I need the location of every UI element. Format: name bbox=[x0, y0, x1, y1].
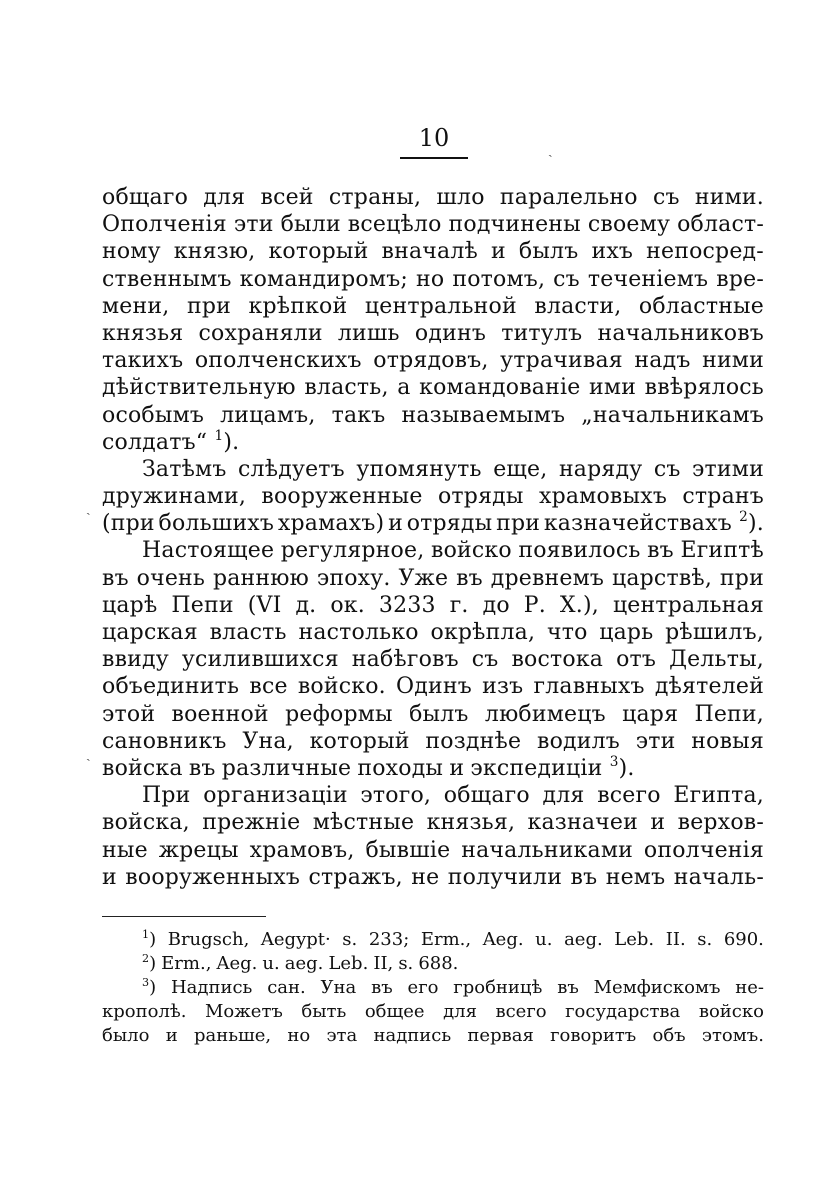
word: власти, bbox=[534, 293, 622, 319]
footnote-line bbox=[102, 976, 764, 1000]
word: царь bbox=[599, 620, 654, 645]
word: „начальникамъ bbox=[581, 402, 764, 428]
word: военной bbox=[171, 701, 269, 727]
word: востока bbox=[511, 647, 604, 673]
word: въ bbox=[557, 977, 579, 998]
text-line bbox=[102, 701, 764, 728]
word: всей bbox=[260, 185, 314, 210]
word: князья, bbox=[426, 810, 516, 836]
word: раннюю bbox=[212, 565, 309, 591]
text-line bbox=[102, 592, 764, 619]
word: прежніе bbox=[202, 810, 301, 836]
word: Leb. bbox=[328, 953, 369, 974]
word: экспедиціи $^3$). bbox=[470, 754, 635, 781]
word: ними. bbox=[694, 185, 764, 210]
word: набѣговъ bbox=[351, 647, 459, 673]
word: настолько bbox=[298, 620, 419, 645]
footnote-marker: $^3$) bbox=[142, 975, 157, 998]
text-line bbox=[102, 374, 764, 401]
footnote-ref: 3 bbox=[609, 754, 619, 771]
word: утрачивая bbox=[500, 348, 623, 374]
word: aeg. bbox=[284, 953, 324, 974]
word: были bbox=[280, 212, 341, 238]
word: эта bbox=[326, 1025, 358, 1046]
word: храмахъ) bbox=[277, 511, 385, 537]
word: войска, bbox=[102, 810, 190, 836]
word: казначействахъ $^2$). bbox=[543, 509, 764, 537]
word: слѣдуетъ bbox=[238, 456, 345, 482]
text-line bbox=[102, 565, 764, 592]
word: упомянуть bbox=[356, 456, 482, 482]
word: ок. bbox=[330, 592, 365, 618]
text-line bbox=[102, 728, 764, 755]
word: эпоху. bbox=[316, 565, 391, 591]
text-line bbox=[102, 510, 764, 537]
word: паралельно bbox=[499, 185, 638, 210]
word: князю, bbox=[173, 239, 256, 265]
word: реформы bbox=[285, 701, 393, 727]
word: гробницѣ bbox=[453, 977, 543, 998]
word: сановникъ bbox=[102, 728, 227, 754]
word: вре- bbox=[716, 266, 764, 292]
word: ному bbox=[102, 239, 161, 265]
word: походы bbox=[357, 755, 444, 781]
word: дѣятелей bbox=[654, 674, 764, 700]
word: Leb. bbox=[614, 929, 655, 950]
word: Надпись bbox=[170, 977, 253, 998]
footnote-separator bbox=[102, 916, 266, 917]
word: надпись bbox=[373, 1025, 452, 1046]
word: въ bbox=[647, 538, 674, 564]
word: 3233 bbox=[378, 592, 436, 618]
word: быть bbox=[301, 1001, 347, 1022]
text-line bbox=[102, 211, 764, 238]
word: ввѣрялось bbox=[644, 375, 764, 401]
word: съ bbox=[553, 266, 580, 292]
text-line bbox=[102, 673, 764, 700]
text-line bbox=[102, 347, 764, 374]
word: Ополченія bbox=[102, 212, 227, 238]
text-line bbox=[102, 837, 764, 864]
word: но bbox=[416, 266, 445, 292]
word: u. bbox=[535, 929, 553, 950]
text-line bbox=[102, 293, 764, 320]
word: вначалѣ bbox=[381, 239, 478, 265]
word: отряды bbox=[406, 511, 493, 537]
word: и bbox=[102, 864, 117, 890]
word: центральная bbox=[612, 592, 764, 618]
word: мени, bbox=[102, 293, 170, 319]
word: страны, bbox=[328, 185, 422, 210]
word: своему bbox=[587, 212, 671, 238]
word: лишь bbox=[337, 320, 400, 346]
word: Можетъ bbox=[204, 1001, 283, 1022]
footnote-marker: $^2$) bbox=[142, 951, 157, 974]
word: ними bbox=[702, 348, 764, 374]
word: Х.), bbox=[559, 592, 599, 618]
text-line bbox=[102, 238, 764, 265]
word: всего bbox=[495, 1001, 547, 1022]
word: объ bbox=[652, 1025, 686, 1046]
word: Египтѣ bbox=[680, 538, 764, 564]
text-line bbox=[102, 320, 764, 347]
word: этого, bbox=[360, 783, 432, 809]
footnote-ref: 1 bbox=[214, 427, 224, 444]
word: храмовыхъ bbox=[538, 484, 668, 510]
word: такихъ bbox=[102, 348, 184, 374]
word: дружинами, bbox=[102, 484, 247, 510]
word: власть, bbox=[304, 375, 389, 401]
word: ополченія bbox=[643, 837, 764, 863]
word: командиромъ; bbox=[239, 266, 409, 292]
word: начальниками bbox=[461, 837, 633, 863]
word: област- bbox=[677, 212, 764, 238]
word: при bbox=[496, 511, 541, 537]
word: подчинены bbox=[448, 212, 581, 238]
text-line bbox=[102, 429, 764, 456]
word: водилъ bbox=[536, 728, 620, 754]
word: Уже bbox=[398, 565, 449, 591]
word: получили bbox=[447, 864, 563, 890]
word: и bbox=[449, 755, 465, 781]
word: усилившихся bbox=[181, 647, 339, 673]
word: ные bbox=[102, 837, 148, 863]
word: ими bbox=[589, 375, 637, 401]
word: крѣпкой bbox=[248, 293, 348, 319]
text-line bbox=[102, 483, 764, 510]
text-line bbox=[102, 402, 764, 429]
word: сохраняли bbox=[198, 320, 323, 346]
word: д. bbox=[295, 592, 317, 618]
text-line bbox=[102, 646, 764, 673]
word: Aeg. bbox=[216, 953, 258, 974]
word: власть bbox=[209, 620, 287, 645]
footnote-line bbox=[102, 1024, 764, 1048]
text-line bbox=[102, 864, 764, 891]
word: рѣшилъ, bbox=[665, 620, 764, 645]
word: Brugsch, bbox=[167, 929, 250, 950]
word: s. bbox=[697, 929, 713, 950]
word: съ bbox=[471, 647, 499, 673]
word: стражъ, bbox=[308, 864, 403, 890]
word: въ bbox=[570, 864, 598, 890]
word: регулярное, bbox=[280, 538, 425, 564]
word: который bbox=[268, 239, 369, 265]
word: войско. bbox=[297, 674, 386, 700]
main-text bbox=[102, 184, 764, 891]
word: ополченскихъ bbox=[194, 348, 362, 374]
word: немъ bbox=[605, 864, 666, 890]
word: Затѣмъ bbox=[142, 456, 227, 482]
footnote-line bbox=[102, 928, 764, 952]
word: отъ bbox=[616, 647, 657, 673]
scan-speck: ˏ bbox=[86, 746, 91, 762]
text-line bbox=[102, 184, 764, 211]
word: не bbox=[411, 864, 440, 890]
word: войска bbox=[102, 755, 183, 781]
word: очень bbox=[136, 565, 206, 591]
word: еще, bbox=[493, 456, 548, 482]
word: былъ bbox=[409, 701, 469, 727]
word: новыя bbox=[691, 728, 764, 754]
word: общаго bbox=[443, 783, 530, 809]
word: для bbox=[203, 185, 246, 210]
word: началь- bbox=[673, 864, 764, 890]
word: Уна bbox=[320, 977, 357, 998]
word: вооруженные bbox=[261, 484, 423, 510]
word: называемымъ bbox=[401, 402, 566, 428]
word: s. bbox=[342, 929, 358, 950]
word: всецѣло bbox=[347, 212, 442, 238]
word: но bbox=[287, 1025, 311, 1046]
word: II. bbox=[665, 929, 686, 950]
word: большихъ bbox=[158, 511, 275, 537]
word: любимецъ bbox=[484, 701, 606, 727]
word: областные bbox=[638, 293, 764, 319]
word: шло bbox=[436, 185, 485, 210]
page-number-rule bbox=[400, 157, 468, 159]
footnote-line bbox=[102, 1000, 764, 1024]
word: Erm., bbox=[420, 929, 472, 950]
text-line bbox=[102, 456, 764, 483]
word: теченіемъ bbox=[587, 266, 709, 292]
word: 688. bbox=[418, 953, 459, 974]
word: общее bbox=[364, 1001, 425, 1022]
word: Уна, bbox=[242, 728, 294, 754]
word: титулъ bbox=[501, 320, 583, 346]
word: ввиду bbox=[102, 647, 169, 673]
word: эти bbox=[635, 728, 676, 754]
word: этими bbox=[692, 456, 764, 482]
word: все bbox=[249, 674, 288, 700]
footnote-line bbox=[102, 952, 764, 976]
word: царѣ bbox=[102, 592, 158, 618]
word: При bbox=[142, 783, 191, 809]
word: объединить bbox=[102, 674, 240, 700]
word: государства bbox=[565, 1001, 681, 1022]
word: этомъ. bbox=[701, 1025, 764, 1046]
footnotes bbox=[102, 928, 764, 1048]
word: при bbox=[719, 565, 764, 591]
word: всего bbox=[597, 783, 661, 809]
word: особымъ bbox=[102, 402, 205, 428]
word: позднѣе bbox=[425, 728, 522, 754]
word: былъ bbox=[518, 239, 579, 265]
word: съ bbox=[653, 456, 681, 482]
word: первая bbox=[467, 1025, 534, 1046]
text-line bbox=[102, 809, 764, 836]
word: и bbox=[388, 511, 403, 537]
word: въ bbox=[456, 565, 483, 591]
word: и bbox=[650, 810, 666, 836]
word: въ bbox=[371, 977, 393, 998]
word: въ bbox=[102, 565, 129, 591]
word: главныхъ bbox=[533, 674, 645, 700]
word: не- bbox=[735, 977, 764, 998]
word: (VI bbox=[247, 592, 282, 618]
word: Aegypt· bbox=[260, 929, 331, 950]
word: въ bbox=[188, 755, 216, 781]
word: отрядовъ, bbox=[373, 348, 489, 374]
word: начальниковъ bbox=[597, 320, 764, 346]
word: (при bbox=[102, 511, 155, 537]
word: для bbox=[443, 1001, 477, 1022]
word: наряду bbox=[558, 456, 643, 482]
footnote-ref: 2 bbox=[739, 509, 748, 526]
word: его bbox=[407, 977, 439, 998]
word: Дельты, bbox=[669, 647, 764, 673]
word: вооруженныхъ bbox=[125, 864, 301, 890]
word: г. bbox=[449, 592, 469, 618]
word: царская bbox=[102, 620, 198, 645]
word: 690. bbox=[723, 929, 764, 950]
word: командованіе bbox=[419, 375, 581, 401]
word: странъ bbox=[682, 484, 764, 510]
word: Египта, bbox=[673, 783, 764, 809]
word: изъ bbox=[482, 674, 524, 700]
word: одинъ bbox=[414, 320, 487, 346]
word: Мемфискомъ bbox=[593, 977, 721, 998]
word: такъ bbox=[331, 402, 386, 428]
word: дѣйствительную bbox=[102, 375, 296, 401]
word: Пепи, bbox=[694, 701, 764, 727]
word: и bbox=[165, 1025, 178, 1046]
word: s. bbox=[398, 953, 414, 974]
word: отряды bbox=[437, 484, 524, 510]
text-line bbox=[102, 782, 764, 809]
word: войско bbox=[698, 1001, 764, 1022]
word: непосред- bbox=[646, 239, 764, 265]
word: казначеи bbox=[527, 810, 638, 836]
word: ихъ bbox=[591, 239, 634, 265]
text-line bbox=[102, 266, 764, 293]
word: древнемъ bbox=[490, 565, 605, 591]
text-line bbox=[102, 755, 764, 782]
word: бывшіе bbox=[365, 837, 451, 863]
word: ственнымъ bbox=[102, 266, 232, 292]
text-line bbox=[102, 537, 764, 564]
word: aeg. bbox=[564, 929, 603, 950]
word: до bbox=[482, 592, 510, 618]
word: съ bbox=[652, 185, 680, 210]
word: мѣстные bbox=[312, 810, 415, 836]
word: 233; bbox=[368, 929, 410, 950]
word: сан. bbox=[267, 977, 306, 998]
word: организаціи bbox=[203, 783, 348, 809]
word: царствѣ, bbox=[611, 565, 713, 591]
word: что bbox=[546, 620, 588, 645]
footnote-marker: $^1$) bbox=[142, 927, 157, 950]
word: крополѣ. bbox=[102, 1001, 187, 1022]
word: раньше, bbox=[193, 1025, 272, 1046]
word: для bbox=[542, 783, 585, 809]
word: говоритъ bbox=[550, 1025, 637, 1046]
scan-speck: ˏ bbox=[86, 500, 91, 516]
word: потомъ, bbox=[452, 266, 546, 292]
word: II, bbox=[373, 953, 394, 974]
word: который bbox=[309, 728, 410, 754]
word: было bbox=[102, 1025, 150, 1046]
word: Пепи bbox=[171, 592, 234, 618]
word: u. bbox=[262, 953, 280, 974]
word: и bbox=[491, 239, 506, 265]
word: храмовъ, bbox=[249, 837, 355, 863]
word: надъ bbox=[634, 348, 691, 374]
word: солдатъ“ $^1$). bbox=[102, 427, 240, 455]
word: верхов- bbox=[677, 810, 764, 836]
word: центральной bbox=[364, 293, 517, 319]
word: эти bbox=[233, 212, 274, 238]
word: различные bbox=[221, 755, 352, 781]
text-line bbox=[102, 619, 764, 646]
word: князья bbox=[102, 320, 184, 346]
word: окрѣпла, bbox=[430, 620, 536, 645]
word: а bbox=[397, 375, 411, 401]
word: при bbox=[186, 293, 231, 319]
word: Erm., bbox=[161, 953, 212, 974]
word: жрецы bbox=[158, 837, 239, 863]
word: появилось bbox=[518, 538, 641, 564]
word: этой bbox=[102, 701, 156, 727]
word: Настоящее bbox=[142, 538, 275, 564]
word: Aeg. bbox=[482, 929, 524, 950]
page-number: 10 bbox=[418, 124, 450, 152]
word: лицамъ, bbox=[220, 402, 316, 428]
word: Одинъ bbox=[396, 674, 472, 700]
scan-speck: ˏ bbox=[548, 142, 553, 158]
word: царя bbox=[622, 701, 679, 727]
word: Р. bbox=[523, 592, 546, 618]
word: войско bbox=[430, 538, 512, 564]
word: общаго bbox=[102, 185, 189, 210]
